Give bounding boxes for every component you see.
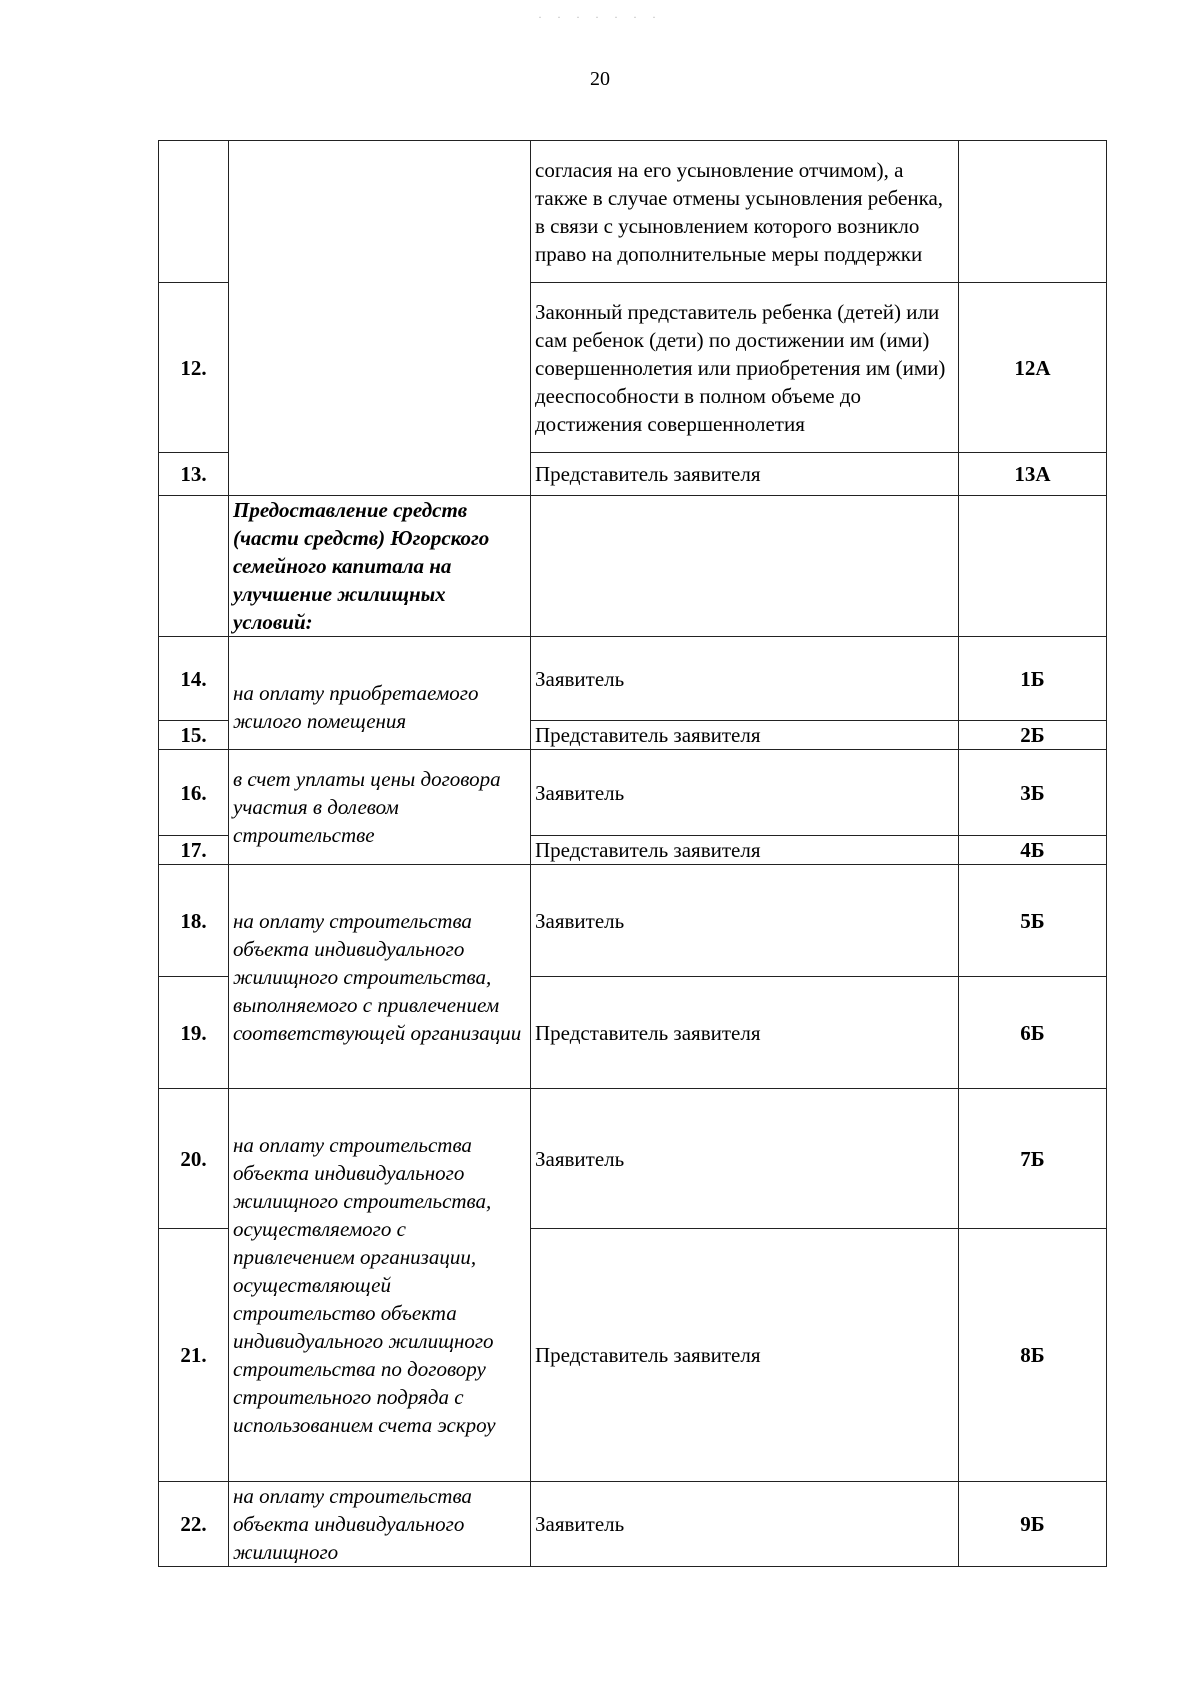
table-row	[159, 750, 1107, 836]
code-cell: 6Б	[959, 977, 1107, 1089]
applicant-cell: Заявитель	[531, 637, 959, 721]
service-cell-empty	[229, 141, 531, 496]
code-cell: 13А	[959, 453, 1107, 496]
service-cell: на оплату строительства объекта индивидуального жилищного строительства, осуществляемого с привлечением организации, осуществляющей строительство объекта индивидуального жилищного строительства по договору строительного подряда с использованием счета эскроу	[229, 1089, 531, 1482]
table-row	[159, 637, 1107, 721]
code-cell: 5Б	[959, 865, 1107, 977]
row-number: 15.	[159, 721, 229, 750]
row-number: 17.	[159, 836, 229, 865]
code-cell	[959, 141, 1107, 283]
applicant-cell: Представитель заявителя	[531, 977, 959, 1089]
applicant-cell: Представитель заявителя	[531, 836, 959, 865]
applicant-cell	[531, 496, 959, 637]
service-heading: Предоставление средств (части средств) Югорского семейного капитала на улучшение жилищных условий:	[229, 496, 531, 637]
applicant-cell: Заявитель	[531, 750, 959, 836]
code-cell: 7Б	[959, 1089, 1107, 1229]
row-number	[159, 496, 229, 637]
service-cell: на оплату строительства объекта индивидуального жилищного	[229, 1482, 531, 1567]
code-cell	[959, 496, 1107, 637]
row-number: 14.	[159, 637, 229, 721]
code-cell: 3Б	[959, 750, 1107, 836]
code-cell: 1Б	[959, 637, 1107, 721]
service-cell: на оплату приобретаемого жилого помещения	[229, 637, 531, 750]
table-row	[159, 1089, 1107, 1229]
document-table	[158, 140, 1107, 1567]
page-number: 20	[590, 68, 610, 90]
applicant-cell: Представитель заявителя	[531, 721, 959, 750]
code-cell: 4Б	[959, 836, 1107, 865]
service-cell: в счет уплаты цены договора участия в долевом строительстве	[229, 750, 531, 865]
row-number: 12.	[159, 283, 229, 453]
row-number: 18.	[159, 865, 229, 977]
code-cell: 12А	[959, 283, 1107, 453]
applicant-cell: Представитель заявителя	[531, 453, 959, 496]
applicant-cell: согласия на его усыновление отчимом), а также в случае отмены усыновления ребенка, в связи с усыновлением которого возникло право на дополнительные меры поддержки	[531, 141, 959, 283]
row-number	[159, 141, 229, 283]
table-row	[159, 865, 1107, 977]
scan-artifact: · · · · · · ·	[538, 10, 662, 24]
table-row	[159, 496, 1107, 637]
applicant-cell: Заявитель	[531, 1089, 959, 1229]
row-number: 20.	[159, 1089, 229, 1229]
applicant-cell: Заявитель	[531, 1482, 959, 1567]
applicant-cell: Законный представитель ребенка (детей) или сам ребенок (дети) по достижении им (ими) совершеннолетия или приобретения им (ими) дееспособности в полном объеме до достижения совершеннолетия	[531, 283, 959, 453]
table-row	[159, 141, 1107, 283]
row-number: 22.	[159, 1482, 229, 1567]
service-cell: на оплату строительства объекта индивидуального жилищного строительства, выполняемого с привлечением соответствующей организации	[229, 865, 531, 1089]
row-number: 21.	[159, 1229, 229, 1482]
code-cell: 2Б	[959, 721, 1107, 750]
row-number: 19.	[159, 977, 229, 1089]
code-cell: 9Б	[959, 1482, 1107, 1567]
applicant-cell: Представитель заявителя	[531, 1229, 959, 1482]
applicant-cell: Заявитель	[531, 865, 959, 977]
row-number: 16.	[159, 750, 229, 836]
table-row	[159, 1482, 1107, 1567]
code-cell: 8Б	[959, 1229, 1107, 1482]
row-number: 13.	[159, 453, 229, 496]
